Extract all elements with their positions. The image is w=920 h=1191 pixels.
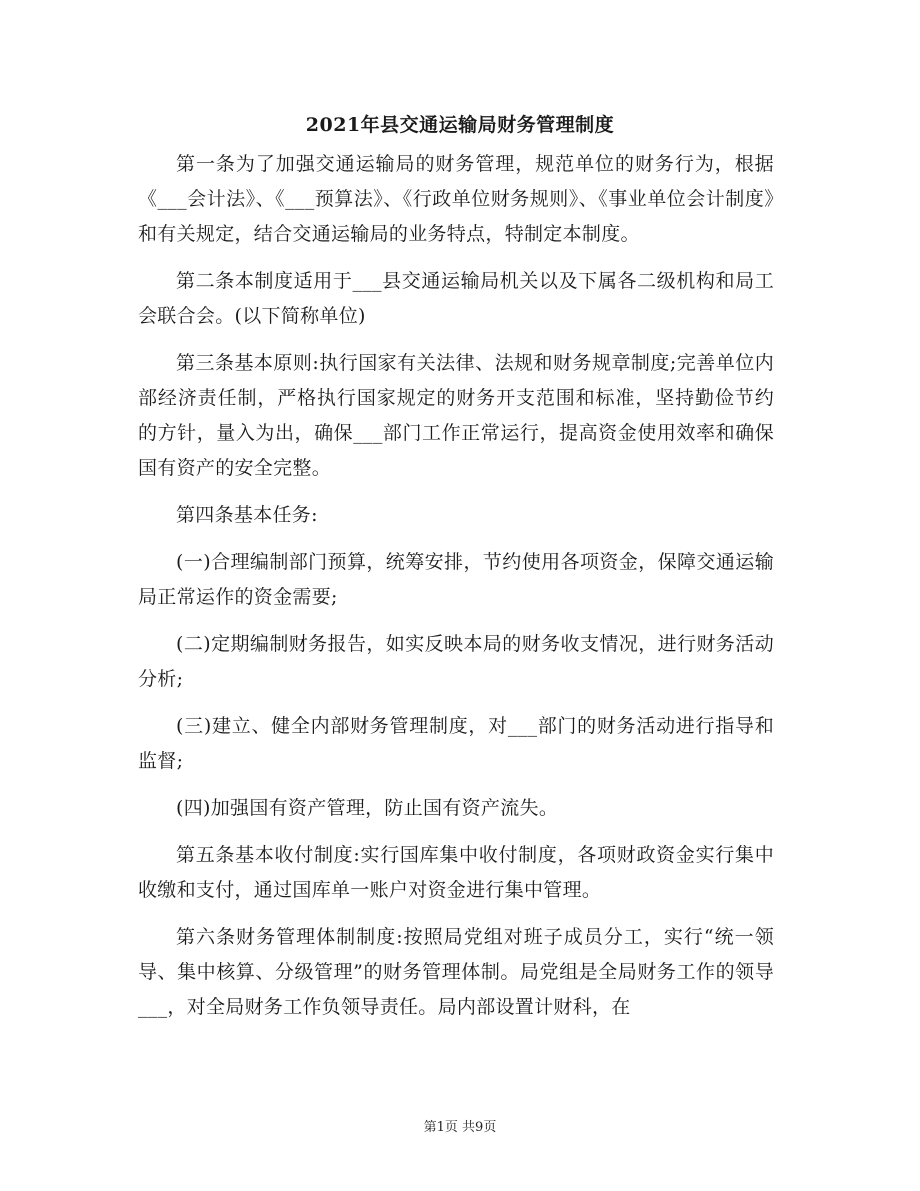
page-number-footer: 第1页 共9页 xyxy=(423,1120,497,1135)
paragraph-article-1: 第一条为了加强交通运输局的财务管理，规范单位的财务行为，根据《___会计法》、《___预算法》、《行政单位财务规则》、《事业单位会计制度》和有关规定，结合交通运输局的业务特点，特制定本制度。 xyxy=(138,153,774,245)
document-body xyxy=(138,147,774,1037)
paragraph-task-2: (二)定期编制财务报告，如实反映本局的财务收支情况，进行财务活动分析; xyxy=(138,633,774,690)
paragraph-article-3: 第三条基本原则:执行国家有关法律、法规和财务规章制度;完善单位内部经济责任制，严格执行国家规定的财务开支范围和标准，坚持勤俭节约的方针，量入为出，确保___部门工作正常运行，提高资金使用效率和确保国有资产的安全完整。 xyxy=(138,352,774,479)
paragraph-article-5: 第五条基本收付制度:实行国库集中收付制度，各项财政资金实行集中收缴和支付，通过国库单一账户对资金进行集中管理。 xyxy=(138,844,774,901)
document-title: 2021年县交通运输局财务管理制度 xyxy=(305,114,615,136)
paragraph-task-4: (四)加强国有资产管理，防止国有资产流失。 xyxy=(176,797,559,819)
paragraph-article-2: 第二条本制度适用于___县交通运输局机关以及下属各二级机构和局工会联合会。(以下简称单位) xyxy=(138,270,774,327)
paragraph-task-1: (一)合理编制部门预算，统筹安排，节约使用各项资金，保障交通运输局正常运作的资金需要; xyxy=(138,551,774,608)
paragraph-task-3: (三)建立、健全内部财务管理制度，对___部门的财务活动进行指导和监督; xyxy=(138,715,774,772)
paragraph-article-6: 第六条财务管理体制制度:按照局党组对班子成员分工，实行“统一领导、集中核算、分级管理”的财务管理体制。局党组是全局财务工作的领导___，对全局财务工作负领导责任。局内部设置计财科，在 xyxy=(138,926,774,1018)
paragraph-article-4: 第四条基本任务: xyxy=(176,504,318,526)
